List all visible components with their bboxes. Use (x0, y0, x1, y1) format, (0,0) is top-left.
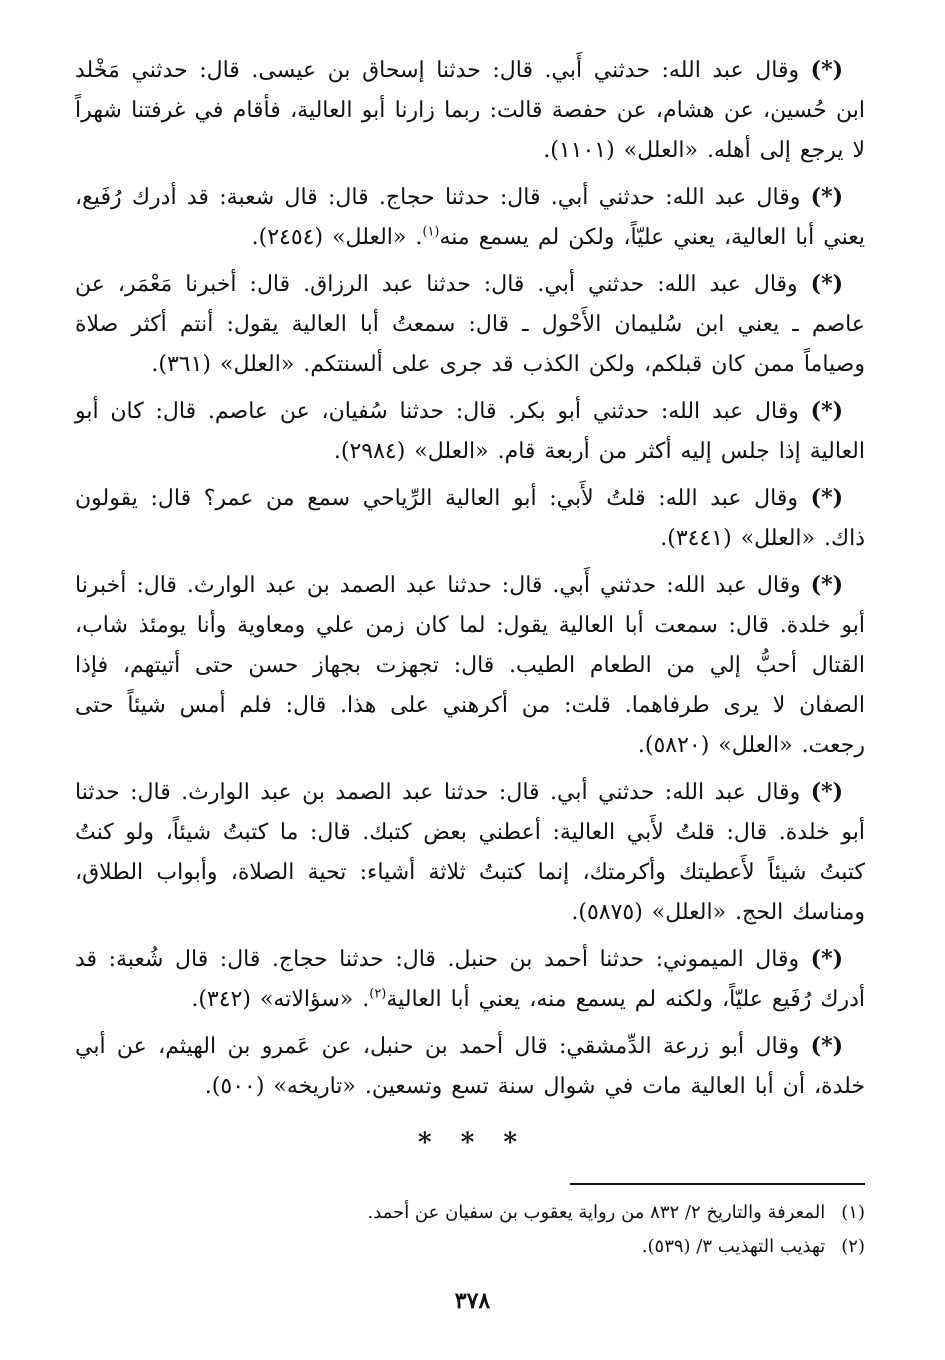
main-text (75, 50, 865, 1113)
paragraph-marker: (*) (810, 779, 844, 805)
paragraph-5 (75, 478, 865, 559)
paragraph-2 (75, 177, 865, 258)
paragraph-text: وقال عبد الله: حدثني أبي. قال: حدثنا عبد الصمد بن عبد الوارث. قال: حدثنا أبو خلدة. قال: قلتُ لأَبي العالية: أعطني بعض كتبك. قال: ما كتبتُ شيئاً، ولو كنتُ كتبتُ شيئاً لأَعطيتك وأكرمتك، إنما كتبتُ ثلاثة أشياء: تحية الصلاة، وأبواب الطلاق، ومناسك الحج. «العلل» (٥٨٧٥). (75, 780, 865, 925)
paragraph-marker: (*) (810, 271, 843, 297)
paragraph-text: وقال عبد الله: حدثني أَبي. قال: حدثنا عبد الصمد بن عبد الوارث. قال: أخبرنا أبو خلدة. قال: سمعت أبا العالية يقول: لما كان زمن علي ومعاوية وأنا يومئذ شاب، القتال أحبُّ إلي من الطعام الطيب. قال: تجهزت بجهاز حسن حتى أتيتهم، فإذا الصفان لا يرى طرفاهما. قلت: من أكرهني على هذا. قال: فلم أمس شيئاً حتى رجعت. «العلل» (٥٨٢٠). (75, 573, 865, 758)
paragraph-text: وقال عبد الله: قلتُ لأَبي: أبو العالية الرِّياحي سمع من عمر؟ قال: يقولون ذاك. «العلل» (٣٤٤١). (75, 486, 865, 551)
paragraph-text: وقال الميموني: حدثنا أحمد بن حنبل. قال: حدثنا حجاج. قال: قال شُعبة: قد أدرك رُفَيع عليّاً، ولكنه لم يسمع منه، يعني أبا العالية (75, 947, 865, 1012)
paragraph-text: وقال أبو زرعة الدِّمشقي: قال أحمد بن حنبل، عن عَمرو بن الهيثم، عن أبي خلدة، أن أبا العالية مات في شوال سنة تسع وتسعين. «تاريخه» (٥٠٠). (75, 1034, 865, 1099)
paragraph-7 (75, 772, 865, 933)
section-separator: * * * (418, 1128, 527, 1158)
page-number: ٣٧٨ (454, 1288, 491, 1314)
footnote-divider (570, 1183, 865, 1185)
footnote-ref-1[interactable]: (١) (422, 224, 440, 240)
paragraph-marker: (*) (810, 398, 843, 424)
paragraph-6 (75, 565, 865, 766)
paragraph-marker: (*) (810, 184, 843, 210)
footnotes (75, 1196, 865, 1264)
paragraph-4 (75, 391, 865, 472)
paragraph-1 (75, 50, 865, 171)
paragraph-8 (75, 939, 865, 1020)
paragraph-text: وقال عبد الله: حدثني أبي. قال: حدثنا حجاج. قال: قال شعبة: قد أدرك رُفَيع، يعني أبا العالية، يعني عليّاً، ولكن لم يسمع منه (75, 185, 865, 250)
paragraph-marker: (*) (810, 572, 843, 598)
footnote-text: المعرفة والتاريخ ٢/ ٨٣٢ من رواية يعقوب بن سفيان عن أحمد. (367, 1202, 826, 1223)
paragraph-marker: (*) (810, 57, 843, 83)
paragraph-text: وقال عبد الله: حدثني أَبي. قال: حدثنا إسحاق بن عيسى. قال: حدثني مَخْلد ابن حُسين، عن هشام، عن حفصة قالت: ربما زارنا أبو العالية، فأقام في غرفتنا شهراً لا يرجع إلى أهله. «العلل» (١١٠١). (75, 58, 865, 163)
paragraph-marker: (*) (810, 946, 843, 972)
paragraph-text-after: . «سؤالاته» (٣٤٢). (191, 987, 370, 1012)
paragraph-marker: (*) (810, 1033, 843, 1059)
paragraph-text: وقال عبد الله: حدثني أبي. قال: حدثنا عبد الرزاق. قال: أخبرنا مَعْمَر، عن عاصم ـ يعني ابن سُليمان الأَحْول ـ قال: سمعتُ أبا العالية يقول: أنتم أكثر صلاة وصياماً ممن كان قبلكم، ولكن الكذب قد جرى على ألسنتكم. «العلل» (٣٦١). (75, 272, 865, 377)
footnote-ref-2[interactable]: (٢) (369, 986, 387, 1002)
footnote-1 (75, 1196, 865, 1230)
footnote-number: (٢) (841, 1236, 865, 1257)
paragraph-9 (75, 1026, 865, 1107)
footnote-number: (١) (841, 1202, 865, 1223)
paragraph-text-after: . «العلل» (٢٤٥٤). (251, 225, 423, 250)
paragraph-3 (75, 264, 865, 385)
paragraph-marker: (*) (810, 485, 843, 511)
footnote-text: تهذيب التهذيب ٣/ (٥٣٩). (641, 1236, 826, 1257)
paragraph-text: وقال عبد الله: حدثني أبو بكر. قال: حدثنا سُفيان، عن عاصم. قال: كان أبو العالية إذا جلس إليه أكثر من أربعة قام. «العلل» (٢٩٨٤). (75, 399, 865, 464)
footnote-2 (75, 1230, 865, 1264)
